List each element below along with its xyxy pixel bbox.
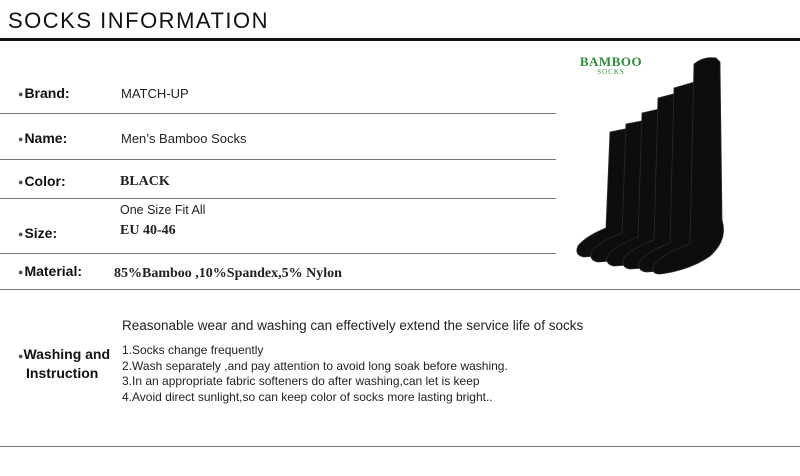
- name-label-text: Name:: [24, 130, 68, 146]
- divider: [0, 198, 556, 199]
- brand-label: [18, 85, 70, 101]
- black-socks-image: [570, 50, 800, 280]
- washing-step: 1.Socks change frequently: [122, 343, 264, 357]
- header-rule: [0, 38, 800, 41]
- section-divider: [0, 289, 800, 290]
- size-note: One Size Fit All: [120, 203, 206, 217]
- washing-label: [18, 346, 110, 382]
- logo-main-text: BAMBOO: [579, 54, 643, 69]
- size-label: [18, 225, 57, 241]
- washing-intro: Reasonable wear and washing can effectively extend the service life of socks: [122, 318, 584, 333]
- divider: [0, 159, 556, 160]
- bullet-icon: ●: [18, 351, 24, 361]
- bottom-divider: [0, 446, 800, 447]
- bullet-icon: ●: [18, 229, 24, 240]
- washing-step: 4.Avoid direct sunlight,so can keep color of socks more lasting bright..: [122, 389, 493, 404]
- bullet-icon: ●: [18, 177, 24, 188]
- name-label: [18, 130, 67, 146]
- size-value: EU 40-46: [120, 223, 176, 238]
- size-label-text: Size:: [24, 225, 58, 241]
- brand-value: MATCH-UP: [121, 86, 189, 101]
- material-label: [18, 263, 82, 279]
- washing-step: 3.In an appropriate fabric softeners do after washing,can let is keep: [122, 374, 480, 388]
- color-label: [18, 173, 66, 189]
- color-label-text: Color:: [24, 173, 66, 189]
- logo-sub-text: SOCKS: [597, 68, 625, 76]
- divider: [0, 253, 556, 254]
- washing-label-line2: Instruction: [26, 365, 99, 381]
- bullet-icon: ●: [18, 89, 24, 100]
- material-label-text: Material:: [24, 263, 83, 279]
- washing-label-line1: Washing and: [23, 346, 111, 362]
- bullet-icon: ●: [18, 267, 24, 278]
- name-value: Men’s Bamboo Socks: [121, 131, 247, 146]
- page-title: SOCKS INFORMATION: [8, 8, 269, 33]
- brand-label-text: Brand:: [24, 85, 70, 101]
- bullet-icon: ●: [18, 134, 24, 145]
- washing-step: 2.Wash separately ,and pay attention to avoid long soak before washing.: [122, 358, 508, 373]
- material-value: 85%Bamboo ,10%Spandex,5% Nylon: [114, 266, 342, 281]
- washing-steps: [122, 343, 508, 405]
- color-value: BLACK: [120, 174, 170, 189]
- divider: [0, 113, 556, 114]
